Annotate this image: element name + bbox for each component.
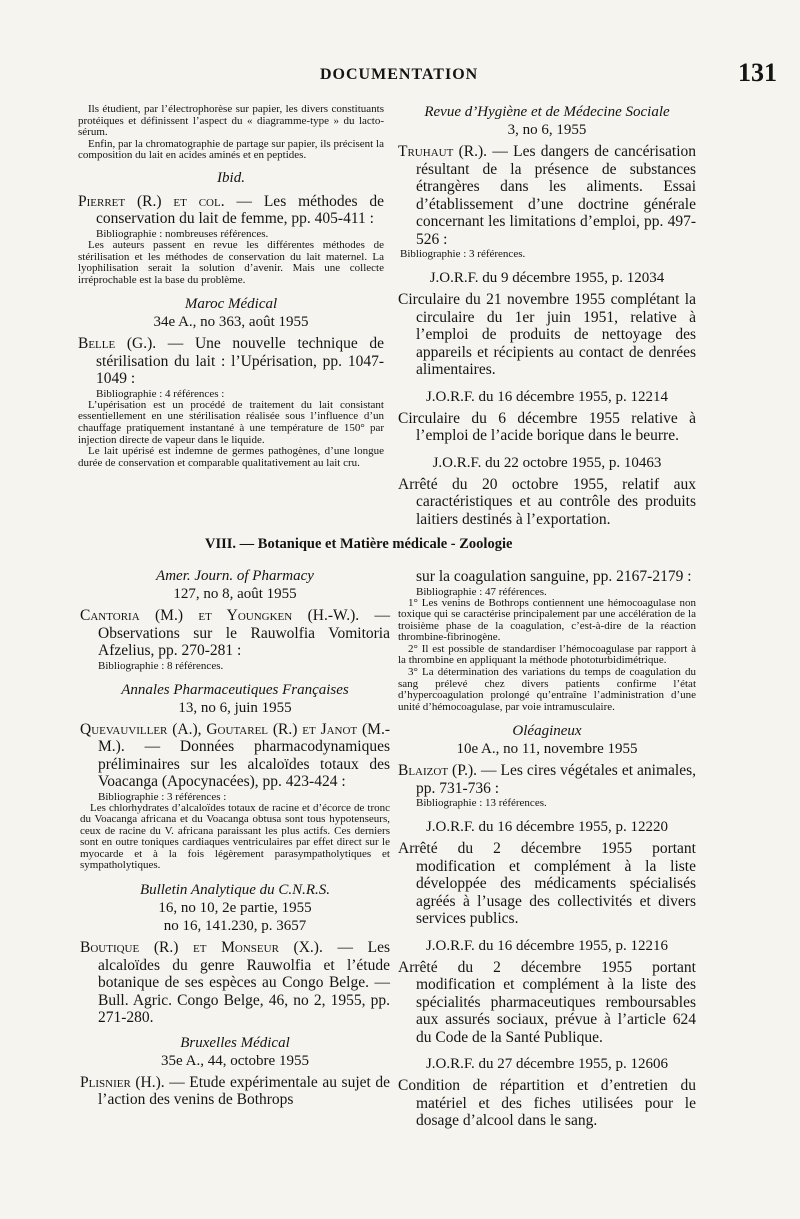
reference-entry xyxy=(80,607,390,660)
circular-entry: Circulaire du 6 décembre 1955 relative à l’emploi de l’acide borique dans le beurre. xyxy=(398,409,696,444)
bibliography-note: Bibliographie : 8 références. xyxy=(98,659,224,672)
official-journal-ref: J.O.R.F. du 22 octobre 1955, p. 10463 xyxy=(432,454,662,471)
article-title: — Les alcaloïdes du genre Rauwolfia et l’étude botanique de ses espèces au Congo Belge. — Bull. Agric. Congo Belge, 46, no 2, 1955, pp. 271-280. xyxy=(98,939,391,1027)
author: Truhaut (R.). xyxy=(398,143,488,160)
reference-continuation: sur la coagulation sanguine, pp. 2167-2179 : xyxy=(416,568,692,585)
official-journal-ref: J.O.R.F. du 16 décembre 1955, p. 12216 xyxy=(425,937,669,954)
journal-title: Bulletin Analytique du C.N.R.S. xyxy=(139,882,331,899)
decree-entry: Arrêté du 20 octobre 1955, relatif aux caractéristiques et au contrôle des produits laitiers destinés à l’exportation. xyxy=(398,475,696,528)
journal-issue: 3, no 6, 1955 xyxy=(507,122,587,138)
abstract xyxy=(398,598,696,714)
article-title: — Les dangers de cancérisation résultant de la présence de substances étrangères dans les aliments. Essai d’établissement d’une doctrine générale concernant les limitations d’emploi, pp. 497-526 : xyxy=(416,143,696,248)
article-title: — Les méthodes de conservation du lait de femme, pp. 405-411 : xyxy=(96,192,385,228)
decree-entry: Arrêté du 2 décembre 1955 portant modification et complément à la liste développée des médicaments spécialisés agréés à l’usage des collectivités et divers services publics. xyxy=(398,840,696,928)
reference-entry xyxy=(398,762,696,797)
author: Quevauviller (A.), Goutarel (R.) et Janot (M.-M.). xyxy=(80,720,390,755)
journal-title: Ibid. xyxy=(217,169,245,186)
right-top-column xyxy=(398,104,696,528)
journal-title: Oléagineux xyxy=(512,723,582,740)
running-title: DOCUMENTATION xyxy=(320,66,479,83)
official-journal-ref: J.O.R.F. du 9 décembre 1955, p. 12034 xyxy=(429,270,665,286)
intro-summary xyxy=(78,104,384,162)
abstract xyxy=(80,803,390,873)
author: Belle (G.). xyxy=(78,335,157,353)
bibliography-note: Bibliographie : 3 références : xyxy=(98,790,227,803)
journal-issue: 16, no 10, 2e partie, 1955 xyxy=(158,900,312,917)
summary-paragraph: Ils étudient, par l’électrophorèse sur papier, les divers constituants protéiques et définissent l’aspect du « diagramme-type » du lacto-sérum. xyxy=(78,103,384,139)
reference-entry xyxy=(80,721,390,791)
summary-paragraph: Les chlorhydrates d’alcaloïdes totaux de racine et d’écorce de tronc du Voacanga africana et du Voacanga obtusa sont tous hypotenseurs, ceux de racine du V. africana paraissant les plus actifs. Ces derniers sont en outre toniques cardiaques ventriculaires par effet direct sur le myocarde et à la fois légèrement parasympatholytiques et sympatholytiques. xyxy=(80,801,390,872)
author: Blaizot (P.). xyxy=(398,762,478,780)
decree-entry: Arrêté du 2 décembre 1955 portant modification et complément à la liste des spécialités pharmaceutiques remboursables aux assurés sociaux, prévue à l’article 624 du Code de la Santé Publique. xyxy=(398,958,696,1046)
journal-title: Bruxelles Médical xyxy=(180,1034,290,1051)
summary-paragraph: L’upérisation est un procédé de traitement du lait consistant essentiellement en une stérilisation réalisée sous l’influence d’un chauffage pratiquement instantané à une température de 150° par injection directe de vapeur dans le liquide. xyxy=(78,398,384,446)
page-number: 131 xyxy=(738,58,777,87)
bibliography-note: Bibliographie : 4 références : xyxy=(96,387,225,400)
left-top-column xyxy=(78,104,384,469)
author: Plisnier (H.). xyxy=(80,1073,165,1091)
bibliography-note: Bibliographie : 47 références. xyxy=(416,585,547,598)
article-title: — Observations sur le Rauwolfia Vomitoria Afzelius, pp. 270-281 : xyxy=(98,607,390,659)
official-journal-ref: J.O.R.F. du 27 décembre 1955, p. 12606 xyxy=(425,1056,669,1073)
summary-paragraph: 1° Les venins de Bothrops contiennent une hémocoagulase non toxique qui se caractérise principalement par une accélération de la troisième phase de la coagulation, c’est-à-dire de la réaction thrombine-fibrinogène. xyxy=(398,596,696,644)
journal-issue: 34e A., no 363, août 1955 xyxy=(153,314,309,331)
summary-paragraph: Le lait upérisé est indemne de germes pathogènes, d’une longue durée de conservation et comparable qualitativement au lait cru. xyxy=(78,445,384,469)
bibliography-note: Bibliographie : 3 références. xyxy=(400,248,526,260)
journal-issue: 127, no 8, août 1955 xyxy=(173,586,297,602)
left-bottom-column xyxy=(80,568,390,1109)
reference-entry xyxy=(80,939,390,1027)
abstract xyxy=(78,240,384,286)
author: Cantoria (M.) et Youngken (H.-W.). xyxy=(80,607,360,624)
article-title: — Données pharmacodynamiques préliminaires sur les alcaloïdes totaux des Voacanga (Apocynacées), pp. 423-424 : xyxy=(98,738,391,790)
official-journal-ref: J.O.R.F. du 16 décembre 1955, p. 12214 xyxy=(425,388,669,405)
bibliography-note: Bibliographie : 13 références. xyxy=(416,797,547,810)
bibliography-note: Bibliographie : nombreuses références. xyxy=(96,227,269,240)
summary-paragraph: 2° Il est possible de standardiser l’hémocoagulase par rapport à la thrombine en appliquant la méthode phototurbidimétrique. xyxy=(398,642,696,667)
abstract xyxy=(78,400,384,470)
summary-paragraph: Les auteurs passent en revue les différentes méthodes de stérilisation et les méthodes de conservation du lait maternel. La lyophilisation serait la solution d’avenir. Mais une collecte irréprochable est la base du problème. xyxy=(78,238,384,286)
reference-entry xyxy=(78,335,384,388)
summary-paragraph: Enfin, par la chromatographie de partage sur papier, ils précisent la composition du lait en acides aminés et en peptides. xyxy=(78,137,384,162)
journal-title: Annales Pharmaceutiques Françaises xyxy=(121,681,349,698)
official-journal-ref: J.O.R.F. du 16 décembre 1955, p. 12220 xyxy=(425,819,669,836)
journal-title: Maroc Médical xyxy=(184,296,278,313)
journal-issue: 35e A., 44, octobre 1955 xyxy=(161,1052,309,1069)
right-bottom-column xyxy=(398,568,696,1130)
summary-paragraph: 3° La détermination des variations du temps de coagulation du sang prélevé chez divers patients confirme l’état d’hypercoagulation prolongé qu’entraîne l’administration d’une unité d’hémocoagulase, par voie intramusculaire. xyxy=(398,666,696,713)
journal-title: Amer. Journ. of Pharmacy xyxy=(156,568,314,584)
journal-title: Revue d’Hygiène et de Médecine Sociale xyxy=(424,104,670,120)
reference-entry xyxy=(398,143,696,248)
article-title: — Etude expérimentale au sujet de l’action des venins de Bothrops xyxy=(98,1073,390,1109)
section-heading: VIII. — Botanique et Matière médicale - Zoologie xyxy=(205,536,513,552)
journal-issue: 10e A., no 11, novembre 1955 xyxy=(456,741,638,758)
article-title: — Une nouvelle technique de stérilisation du lait : l’Upérisation, pp. 1047-1049 : xyxy=(96,335,384,388)
article-title: — Les cires végétales et animales, pp. 731-736 : xyxy=(416,762,696,797)
reference-entry xyxy=(80,1074,390,1109)
journal-issue: no 16, 141.230, p. 3657 xyxy=(163,918,307,935)
circular-entry: Circulaire du 21 novembre 1955 complétant la circulaire du 1er juin 1951, relative à l’emploi de produits de nettoyage des appareils et récipients au contact de denrées alimentaires. xyxy=(398,291,696,378)
journal-issue: 13, no 6, juin 1955 xyxy=(178,699,292,716)
decree-entry: Condition de répartition et d’entretien du matériel et des fiches utilisées pour le dosage d’alcool dans le sang. xyxy=(398,1077,696,1130)
author: Boutique (R.) et Monseur (X.). xyxy=(80,939,323,957)
author: Pierret (R.) et col. xyxy=(78,192,225,210)
reference-entry xyxy=(78,193,384,228)
